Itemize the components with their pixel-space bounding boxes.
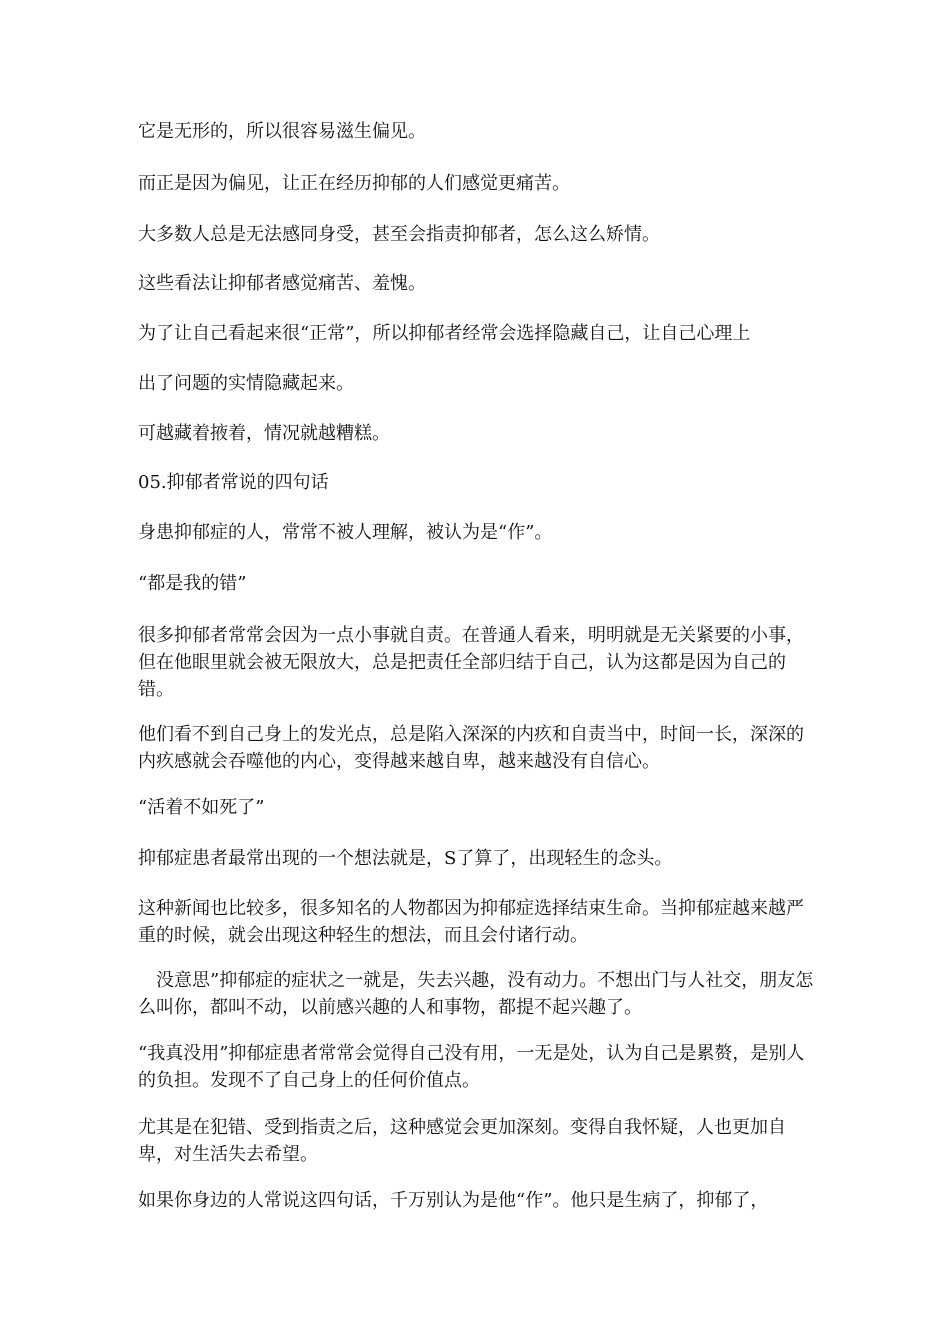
quote-heading-1: “都是我的错” [138,573,247,594]
paragraph-3: 大多数人总是无法感同身受，甚至会指责抑郁者，怎么这么矫情。 [138,224,660,245]
paragraph-15: 尤其是在犯错、受到指责之后，这种感觉会更加深刻。变得自我怀疑，人也更加自卑，对生活失去希望。 [138,1117,786,1165]
paragraph-1: 它是无形的，所以很容易滋生偏见。 [138,121,426,142]
paragraph-16: 如果你身边的人常说这四句话，千万别认为是他“作”。他只是生病了，抑郁了， [138,1190,769,1211]
paragraph-6: 出了问题的实情隐藏起来。 [138,373,354,394]
paragraph-13: 没意思”抑郁症的症状之一就是，失去兴趣，没有动力。不想出门与人社交，朋友怎么叫你，都叫不动，以前感兴趣的人和事物，都提不起兴趣了。 [138,970,814,1018]
paragraph-14: “我真没用”抑郁症患者常常会觉得自己没有用，一无是处，认为自己是累赘，是别人的负担。发现不了自己身上的任何价值点。 [138,1043,805,1091]
quote-heading-2: “活着不如死了” [138,797,265,818]
paragraph-7: 可越藏着掖着，情况就越糟糕。 [138,423,390,444]
paragraph-9: 很多抑郁者常常会因为一点小事就自责。在普通人看来，明明就是无关紧要的小事，但在他眼里就会被无限放大，总是把责任全部归结于自己，认为这都是因为自己的错。 [138,625,804,700]
paragraph-5: 为了让自己看起来很“正常”，所以抑郁者经常会选择隐藏自己，让自己心理上 [138,323,751,344]
paragraph-2: 而正是因为偏见，让正在经历抑郁的人们感觉更痛苦。 [138,173,570,194]
paragraph-8: 身患抑郁症的人，常常不被人理解，被认为是“作”。 [138,522,553,543]
paragraph-4: 这些看法让抑郁者感觉痛苦、羞愧。 [138,273,426,294]
section-heading: 05.抑郁者常说的四句话 [138,472,329,493]
paragraph-12: 这种新闻也比较多，很多知名的人物都因为抑郁症选择结束生命。当抑郁症越来越严重的时候，就会出现这种轻生的想法，而且会付诸行动。 [138,898,804,946]
paragraph-11: 抑郁症患者最常出现的一个想法就是，S了算了，出现轻生的念头。 [138,848,673,869]
paragraph-10: 他们看不到自己身上的发光点，总是陷入深深的内疚和自责当中，时间一长，深深的内疚感就会吞噬他的内心，变得越来越自卑，越来越没有自信心。 [138,724,804,772]
